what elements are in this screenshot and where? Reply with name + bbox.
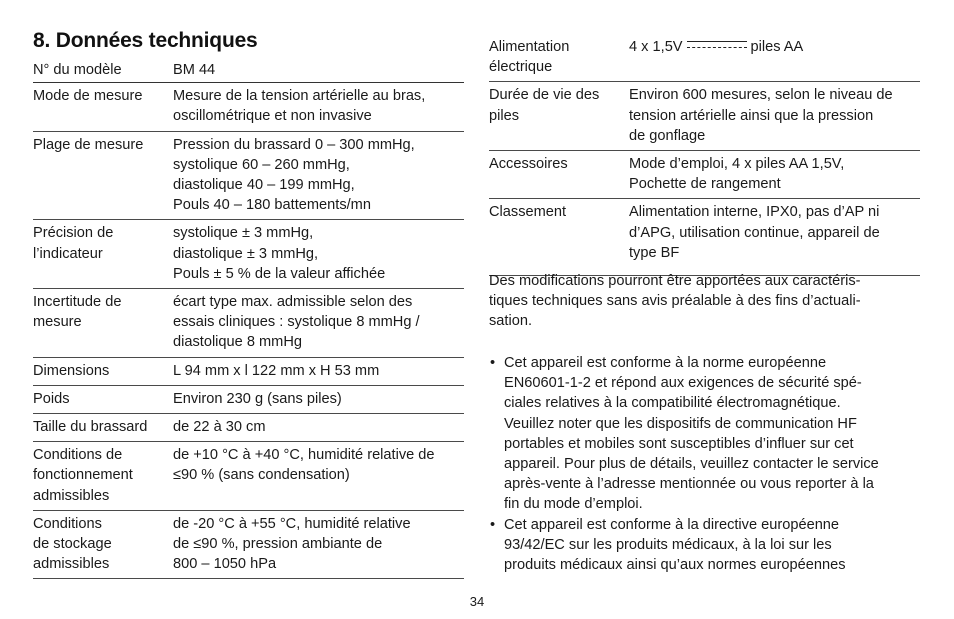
spec-key: Accessoires xyxy=(489,151,629,199)
spec-key: Durée de vie des piles xyxy=(489,82,629,151)
spec-value: Environ 600 mesures, selon le niveau de tension artérielle ainsi que la pression de gonflage xyxy=(629,82,920,151)
spec-value: de +10 °C à +40 °C, humidité relative de ≤90 % (sans condensation) xyxy=(173,442,464,511)
compliance-item xyxy=(489,515,920,576)
spec-value: Pression du brassard 0 – 300 mmHg, systolique 60 – 260 mmHg, diastolique 40 – 199 mmHg, Pouls 40 – 180 battements/mn xyxy=(173,131,464,220)
spec-value: Mode d’emploi, 4 x piles AA 1,5V, Pochette de rangement xyxy=(629,151,920,199)
spec-row xyxy=(489,151,920,199)
spec-value: Environ 230 g (sans piles) xyxy=(173,385,464,413)
spec-row xyxy=(33,442,464,511)
power-value-suffix: piles AA xyxy=(750,39,804,55)
modification-note: Des modifications pourront être apportées aux caractéris- tiques techniques sans avis préalable à des fins d’actuali- sation. xyxy=(489,273,861,330)
spec-key: Classement xyxy=(489,199,629,276)
spec-key: Poids xyxy=(33,385,173,413)
spec-key: Mode de mesure xyxy=(33,83,173,131)
spec-key: Précision de l’indicateur xyxy=(33,220,173,289)
bullet-icon: • xyxy=(490,516,496,533)
spec-key: Alimentation électrique xyxy=(489,37,629,82)
spec-row-power xyxy=(489,37,920,82)
specs-table-left xyxy=(33,60,464,579)
spec-row xyxy=(33,289,464,358)
spec-value: systolique ± 3 mmHg, diastolique ± 3 mmHg, Pouls ± 5 % de la valeur affichée xyxy=(173,220,464,289)
spec-key: Dimensions xyxy=(33,357,173,385)
compliance-text: Cet appareil est conforme à la directive européenne 93/42/EC sur les produits médicaux, à la loi sur les produits médicaux ainsi qu’aux normes européennes xyxy=(504,516,846,574)
spec-key: Taille du brassard xyxy=(33,414,173,442)
spec-value: Alimentation interne, IPX0, pas d’AP ni d’APG, utilisation continue, appareil de type BF xyxy=(629,199,920,276)
spec-value: BM 44 xyxy=(173,60,464,83)
spec-value: de 22 à 30 cm xyxy=(173,414,464,442)
section-heading: 8. Données techniques xyxy=(33,29,258,52)
spec-key: N° du modèle xyxy=(33,60,173,83)
spec-row xyxy=(33,60,464,83)
spec-row xyxy=(33,357,464,385)
page-number: 34 xyxy=(469,594,485,609)
spec-key: Plage de mesure xyxy=(33,131,173,220)
specs-table-right xyxy=(489,37,920,276)
spec-row xyxy=(489,82,920,151)
spec-value: L 94 mm x l 122 mm x H 53 mm xyxy=(173,357,464,385)
spec-key: Conditions de stockage admissibles xyxy=(33,510,173,579)
spec-value: Mesure de la tension artérielle au bras, oscillométrique et non invasive xyxy=(173,83,464,131)
spec-key: Incertitude de mesure xyxy=(33,289,173,358)
spec-key: Conditions de fonctionnement admissibles xyxy=(33,442,173,511)
spec-row xyxy=(33,220,464,289)
spec-value: de -20 °C à +55 °C, humidité relative de ≤90 %, pression ambiante de 800 – 1050 hPa xyxy=(173,510,464,579)
spec-row xyxy=(33,131,464,220)
spec-row xyxy=(33,385,464,413)
compliance-list xyxy=(489,353,920,575)
power-value-prefix: 4 x 1,5V xyxy=(629,39,683,55)
spec-value xyxy=(629,37,920,82)
compliance-item xyxy=(489,353,920,515)
bullet-icon: • xyxy=(490,355,496,371)
spec-row xyxy=(489,199,920,276)
compliance-text: Cet appareil est conforme à la norme européenne EN60601-1-2 et répond aux exigences de sécurité spé- ciales relatives à la compatibilité électromagnétique. Veuillez noter que les dispositifs de communication HF portables et mobiles sont susceptibles d’influer sur cet appareil. Pour plus de détails, veuillez contacter le service après-vente à l’adresse mentionnée ou vous reporter à la fin du mode d’emploi. xyxy=(504,355,879,513)
spec-row xyxy=(33,414,464,442)
spec-value: écart type max. admissible selon des essais cliniques : systolique 8 mmHg / diastolique 8 mmHg xyxy=(173,289,464,358)
spec-row xyxy=(33,510,464,579)
spec-row xyxy=(33,83,464,131)
dc-current-symbol-icon xyxy=(687,40,747,50)
